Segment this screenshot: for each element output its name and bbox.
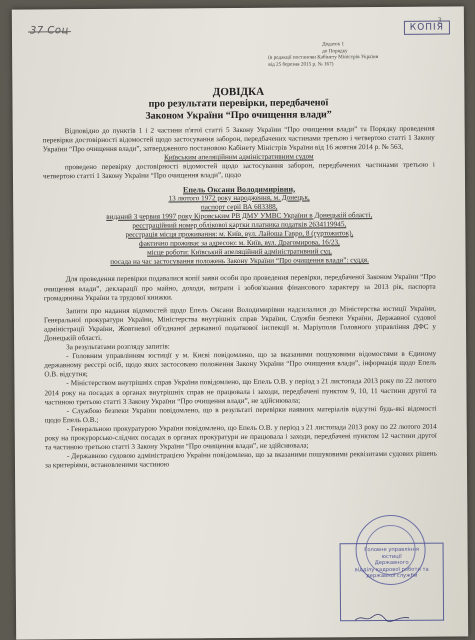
person-registered: реєстрація місця проживання: м. Київ, вул. Лайоша Гавро, 8 (гуртожиток), xyxy=(125,229,354,239)
result-item: - Головним управлінням юстиції у м. Києві повідомлено, що за вказаними пошуковими відомостями в Єдиному державному реєстрі осіб, щодо яких застосовано положення Закону України “Про очищення влади”, інформація щодо Епель О.В. відсутня; xyxy=(44,349,437,379)
person-name: Епель Оксани Володимирівни, xyxy=(182,184,296,194)
person-position: посада на час застосування положень Закону України “Про очищення влади”: суддя. xyxy=(110,256,369,267)
person-passport: паспорт серії ВА 683388, xyxy=(200,202,278,212)
paragraph-results: За результатами розгляду запитів: xyxy=(66,342,170,352)
stamp-line: Державного xyxy=(374,560,409,567)
corner-mark: 3 xyxy=(437,16,442,25)
document-sheet xyxy=(12,6,468,639)
annex-line: до Порядку xyxy=(322,47,348,55)
person-work: місце роботи: Київський апеляційний адміністративний суд, xyxy=(147,247,332,257)
result-item: - Генеральною прокуратурою України повідомлено, що Епель О.В. у період з 21 листопада 2013 року по 22 лютого 2014 року на прокурорсько-слідчих посадах в органах прокуратури не працювала і заходи, передбачені пунктом 12 частини другої та частиною третьою статті 3 Закону України “Про очищення влади”, не здійснювала; xyxy=(44,422,437,452)
paragraph-documents: Для проведення перевірки подавалися копії заяви особи про проведення перевірки, передбаченої Законом України “Про очищення влади”, декларації про майно, доходи, витрати і зобов'язання фінансового характеру за 2013 рік, паспорта громадянина України та трудової книжки. xyxy=(43,273,436,302)
annex-line: Додаток 1 xyxy=(322,41,345,48)
annex-line: від 25 березня 2015 р. № 167) xyxy=(268,61,334,68)
title-main: ДОВІДКА xyxy=(212,85,265,99)
signature xyxy=(354,613,410,623)
court-name: Київським апеляційним адміністративним судом xyxy=(164,152,314,162)
person-birth: 13 лютого 1972 року народження, м. Донецьк, xyxy=(168,193,310,203)
copy-stamp: КОПІЯ xyxy=(404,21,450,35)
paragraph-check: проведено перевірку достовірності відомостей щодо застосування заборон, передбачених частинами третьою і четвертою статті 1 Закону України “Про очищення влади”, щодо xyxy=(42,161,435,181)
person-actual-address: фактично проживає за адресою: м. Київ, вул. Драгомирова, 16/23, xyxy=(138,238,340,248)
title-line: про результати перевірки, передбаченої xyxy=(148,97,329,110)
stamp-line: відділу кадрової роботи та xyxy=(354,566,429,573)
stamp-line: юстиції xyxy=(381,553,402,560)
result-item: - Службою безпеки України повідомлено, що в результаті перевірки наявних матеріалів відсутні будь-які відомості щодо Епель О.В.; xyxy=(44,404,437,425)
result-item: - Державною судовою адміністрацією України повідомлено, що за вказаними пошуковими реквізитами судових рішень за критеріями, встановленими частиною xyxy=(44,449,437,470)
paragraph-requests: Запити про надання відомостей щодо Епель Оксани Володимирівни надсилалися до Міністерства юстиції України, Генеральної прокуратури України, Міністерства внутрішніх справ України, Служби безпеки України, Державної судової адміністрації України, Жовтневої об'єднаної державної податкової інспекції м. Маріуполя Головного управління ДФС у Донецькій області. xyxy=(43,304,437,343)
paragraph-basis: Відповідно до пунктів 1 і 2 частини п'ятої статті 5 Закону України “Про очищення влади” та Порядку проведення перевірки достовірності відомостей щодо застосування заборон, передбачених частинами третьою і четвертою статті 1 Закону України “Про очищення влади”, затвердженого постановою Кабінету Міністрів України від 16 жовтня 2014 р. № 563, xyxy=(42,124,435,154)
stamp-line: Головне управління xyxy=(364,546,419,554)
department-stamp xyxy=(340,543,445,622)
annex-header xyxy=(268,41,428,68)
title-line: Законом України “Про очищення влади” xyxy=(145,109,332,122)
stamp-line: державної служби xyxy=(366,573,418,580)
annex-line: (в редакції постанови Кабінету Міністрів України xyxy=(268,54,379,61)
result-item: - Міністерством внутрішніх справ України повідомлено, що Епель О.В. у період з 21 листопада 2013 року по 22 лютого 2014 року на посадах в органах внутрішніх справ не працювала і заходи, передбачені пунктом 9, 10, 11 частини другої та частиною третьою статті 3 Закону України “Про очищення влади”, не здійснювала; xyxy=(44,377,437,406)
handwritten-note: 37 Соц xyxy=(29,25,69,37)
person-tax-id: реєстраційний номер облікової картки платника податків 2634119945, xyxy=(132,220,347,230)
document-title xyxy=(12,84,464,123)
document-body xyxy=(43,125,437,471)
person-issued: виданий 3 червня 1997 року Кіровським РВ ДМУ УМВС України в Донецькій області, xyxy=(106,210,373,221)
